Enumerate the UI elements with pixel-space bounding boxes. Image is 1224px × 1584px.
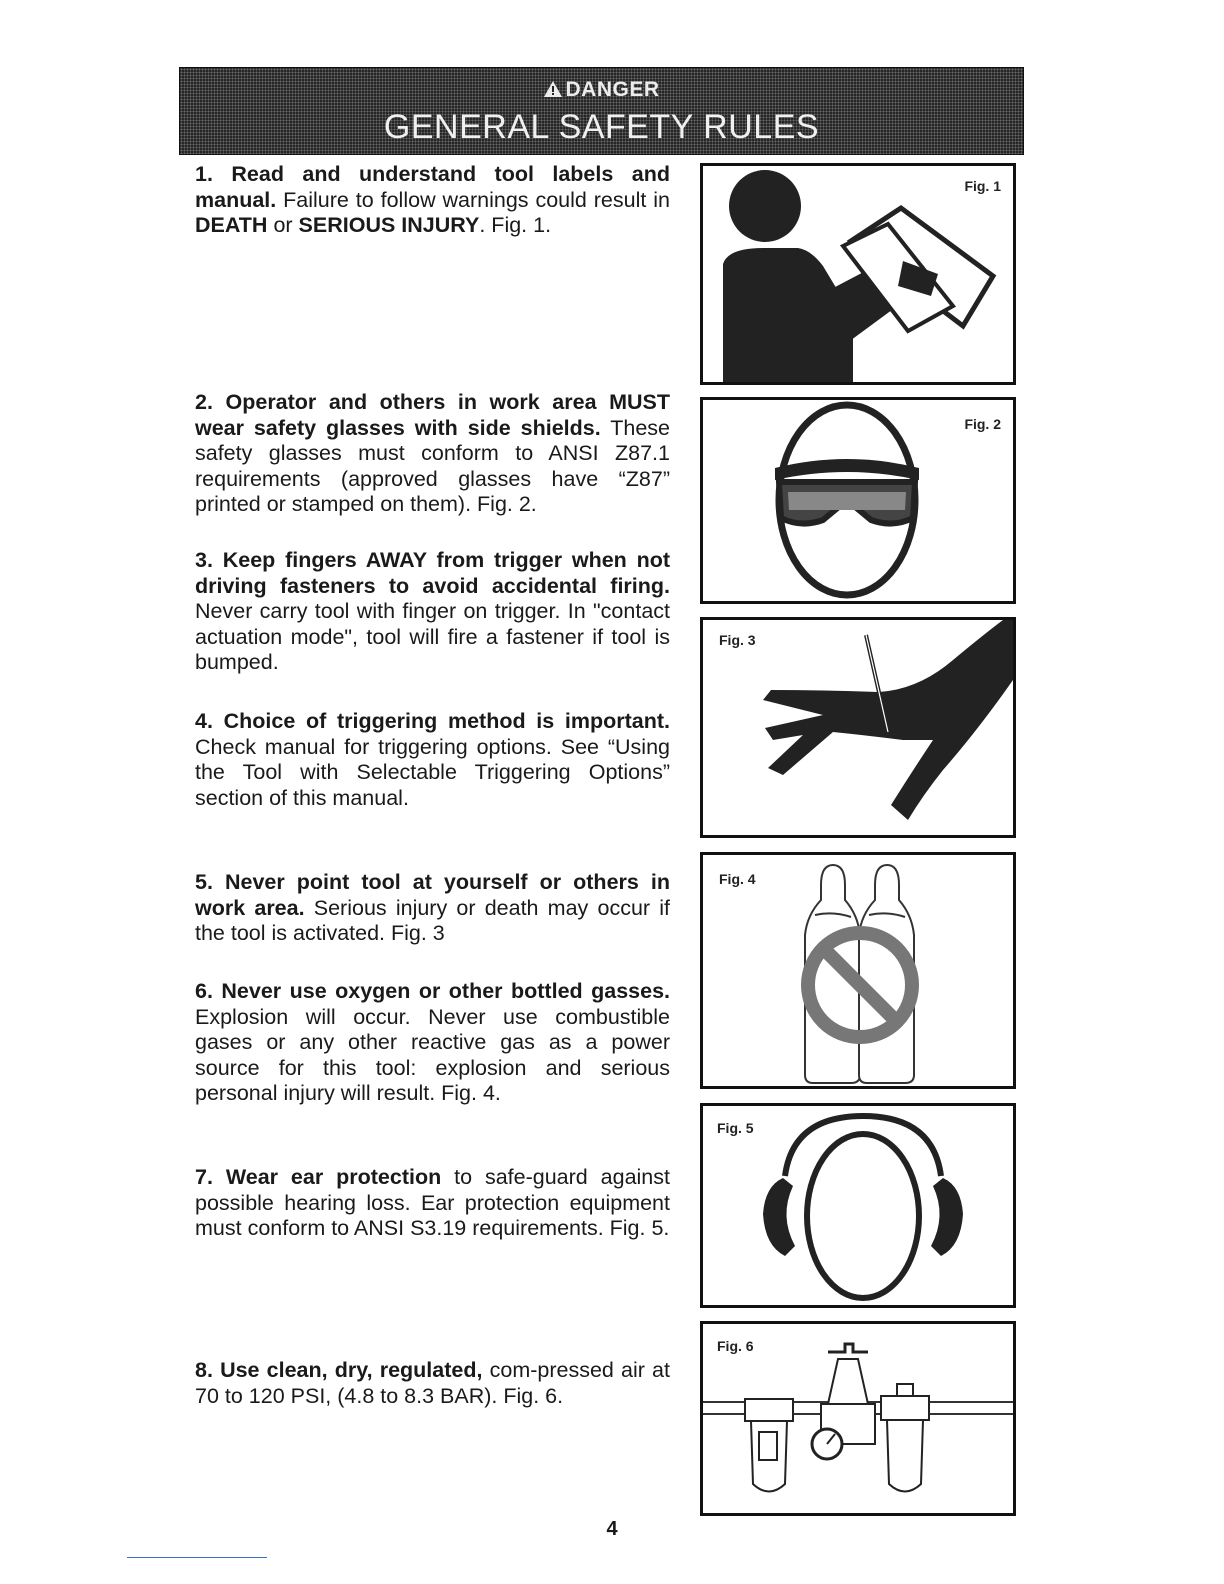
figure-6 — [700, 1321, 1016, 1516]
rule-3: 3. Keep fingers AWAY from trigger when not driving fasteners to avoid accidental firing. Never carry tool with finger on trigger. In "contact actuation mode", tool will fire a fastener if tool is bumped. — [195, 548, 670, 674]
rule-3-heading: Keep fingers AWAY from trigger when not driving fasteners to avoid accidental firing. — [195, 548, 670, 598]
rule-2-heading: Operator and others in work area MUST wear safety glasses with side shields. — [195, 390, 670, 440]
warning-triangle-icon — [543, 80, 563, 98]
rule-1-heading: Read and understand tool labels and manual. — [195, 162, 670, 212]
figure-4 — [700, 852, 1016, 1089]
page-title: GENERAL SAFETY RULES — [383, 108, 820, 146]
hand-fastener-icon — [703, 620, 1013, 835]
rule-4: 4. Choice of triggering method is important. Check manual for triggering options. See “Using the Tool with Selectable Triggering Options” section of this manual. — [195, 709, 670, 810]
figure-1 — [700, 163, 1016, 385]
figure-4-label: Fig. 4 — [719, 871, 756, 887]
rule-8-heading: Use clean, dry, regulated, — [220, 1358, 483, 1382]
figure-5-label: Fig. 5 — [717, 1120, 754, 1136]
footer-divider — [127, 1557, 267, 1558]
rule-2: 2. Operator and others in work area MUST wear safety glasses with side shields. These safety glasses must conform to ANSI Z87.1 requirements (approved glasses have “Z87” printed or stamped on them). Fig. 2. — [195, 390, 671, 516]
page-number: 4 — [606, 1518, 618, 1540]
rule-5: 5. Never point tool at yourself or others in work area. Serious injury or death may occur if the tool is activated. Fig. 3 — [195, 870, 670, 945]
rule-6: 6. Never use oxygen or other bottled gasses. Explosion will occur. Never use combustible gases or any other reactive gas as a power source for this tool: explosion and serious personal injury will result. Fig. 4. — [195, 979, 671, 1105]
figure-3-label: Fig. 3 — [719, 632, 756, 648]
rule-5-heading: Never point tool at yourself or others in work area. — [195, 870, 670, 920]
figure-3 — [700, 617, 1016, 838]
danger-label: DANGER — [565, 78, 660, 101]
figure-2 — [700, 397, 1016, 604]
figure-1-label: Fig. 1 — [964, 178, 1001, 194]
rule-1: 1. Read and understand tool labels and manual. Failure to follow warnings could result in DEATH or SERIOUS INJURY. Fig. 1. — [195, 162, 670, 237]
read-manual-icon — [703, 166, 1013, 382]
rule-7-heading: Wear ear protection — [225, 1165, 442, 1189]
figure-6-label: Fig. 6 — [717, 1338, 754, 1354]
no-gas-bottles-icon — [703, 855, 1013, 1086]
danger-banner — [179, 67, 1024, 155]
rule-6-heading: Never use oxygen or other bottled gasses. — [221, 979, 671, 1003]
figure-2-label: Fig. 2 — [964, 416, 1001, 432]
rule-7: 7. Wear ear protection to safe-guard against possible hearing loss. Ear protection equipment must conform to ANSI S3.19 requirements. Fig. 5. — [195, 1165, 670, 1240]
rule-4-heading: Choice of triggering method is important. — [223, 709, 670, 733]
rule-8: 8. Use clean, dry, regulated, com-pressed air at 70 to 120 PSI, (4.8 to 8.3 BAR). Fig. 6. — [195, 1358, 670, 1408]
figure-5 — [700, 1103, 1016, 1308]
